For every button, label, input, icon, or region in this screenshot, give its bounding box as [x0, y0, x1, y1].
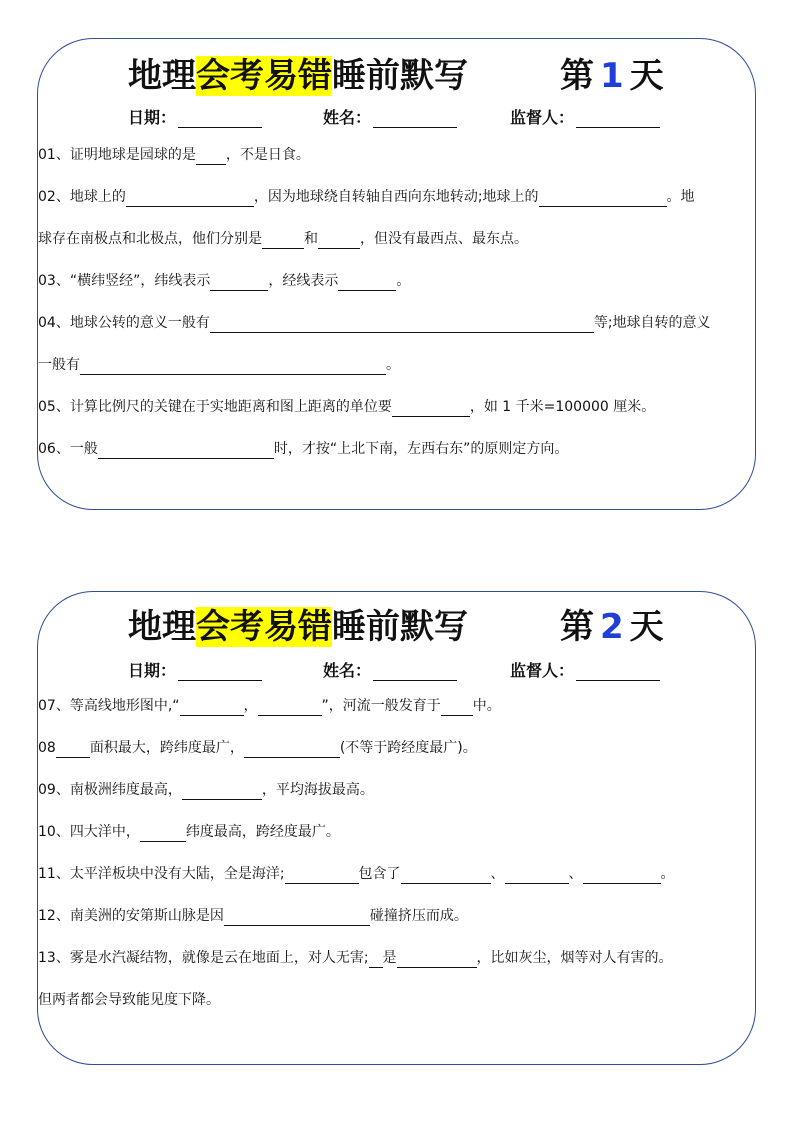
answer-blank[interactable] [392, 400, 470, 417]
worksheet-card-day-1 [37, 38, 756, 510]
question-09: 09、南极洲纬度最高， ，平均海拔最高。 [38, 782, 374, 798]
question-05: 05、计算比例尺的关键在于实地距离和图上距离的单位要 ，如 1 千米=100000 厘米。 [38, 399, 656, 415]
date-field[interactable]: 日期： [128, 658, 262, 681]
question-10: 10、四大洋中， 纬度最高，跨经度最广。 [38, 824, 340, 840]
question-04: 04、地球公转的意义一般有 等;地球自转的意义 [38, 315, 711, 331]
answer-blank[interactable] [318, 232, 360, 249]
answer-blank[interactable] [401, 867, 491, 884]
answer-blank[interactable] [98, 442, 274, 459]
name-blank[interactable] [373, 109, 457, 128]
answer-blank[interactable] [126, 190, 254, 207]
question-04-cont: 一般有 。 [38, 357, 400, 373]
supervisor-field[interactable]: 监督人： [510, 658, 660, 681]
answer-blank[interactable] [224, 909, 370, 926]
answer-blank[interactable] [140, 825, 186, 842]
date-blank[interactable] [178, 662, 262, 681]
question-01: 01、证明地球是园球的是 ，不是日食。 [38, 147, 310, 163]
supervisor-blank[interactable] [576, 662, 660, 681]
name-field[interactable]: 姓名： [323, 658, 457, 681]
question-13-cont: 但两者都会导致能见度下降。 [38, 992, 220, 1008]
answer-blank[interactable] [258, 699, 322, 716]
answer-blank[interactable] [180, 699, 244, 716]
answer-blank[interactable] [244, 741, 340, 758]
title-highlight: 会考易错 [196, 607, 332, 647]
question-12: 12、南美洲的安第斯山脉是因 碰撞挤压而成。 [38, 908, 468, 924]
answer-blank[interactable] [196, 148, 226, 165]
date-blank[interactable] [178, 109, 262, 128]
worksheet-title: 地理会考易错睡前默写 [128, 607, 468, 647]
question-03: 03、“横纬竖经”，纬线表示 ，经线表示 。 [38, 273, 411, 289]
answer-blank[interactable] [56, 741, 90, 758]
name-blank[interactable] [373, 662, 457, 681]
answer-blank[interactable] [369, 951, 383, 968]
question-13: 13、雾是水汽凝结物，就像是云在地面上，对人无害; 是 ，比如灰尘，烟等对人有害的。 [38, 950, 673, 966]
name-field[interactable]: 姓名： [323, 105, 457, 128]
answer-blank[interactable] [441, 699, 473, 716]
worksheet-card-day-2 [37, 591, 756, 1065]
title-highlight: 会考易错 [196, 56, 332, 96]
answer-blank[interactable] [397, 951, 477, 968]
answer-blank[interactable] [338, 274, 396, 291]
answer-blank[interactable] [539, 190, 667, 207]
answer-blank[interactable] [210, 316, 594, 333]
answer-blank[interactable] [182, 783, 262, 800]
info-row [38, 105, 755, 135]
day-label: 第 2 天 [560, 607, 664, 647]
info-row [38, 658, 755, 688]
day-label: 第 1 天 [560, 56, 664, 96]
answer-blank[interactable] [285, 867, 359, 884]
question-06: 06、一般 时，才按“上北下南，左西右东”的原则定方向。 [38, 441, 569, 457]
supervisor-blank[interactable] [576, 109, 660, 128]
question-11: 11、太平洋板块中没有大陆，全是海洋; 包含了 、 、 。 [38, 866, 675, 882]
question-02-cont: 球存在南极点和北极点，他们分别是 和 ，但没有最西点、最东点。 [38, 231, 528, 247]
answer-blank[interactable] [583, 867, 661, 884]
day-number: 1 [600, 56, 624, 96]
answer-blank[interactable] [210, 274, 268, 291]
question-02: 02、地球上的 ，因为地球绕自转轴自西向东地转动;地球上的 。地 [38, 189, 695, 205]
supervisor-field[interactable]: 监督人： [510, 105, 660, 128]
answer-blank[interactable] [262, 232, 304, 249]
question-08: 08 面积最大，跨纬度最广， (不等于跨经度最广)。 [38, 740, 477, 756]
day-number: 2 [600, 607, 624, 647]
answer-blank[interactable] [505, 867, 569, 884]
date-field[interactable]: 日期： [128, 105, 262, 128]
answer-blank[interactable] [80, 358, 386, 375]
question-07: 07、等高线地形图中,“ ， ”，河流一般发育于 中。 [38, 698, 501, 714]
worksheet-title: 地理会考易错睡前默写 [128, 56, 468, 96]
